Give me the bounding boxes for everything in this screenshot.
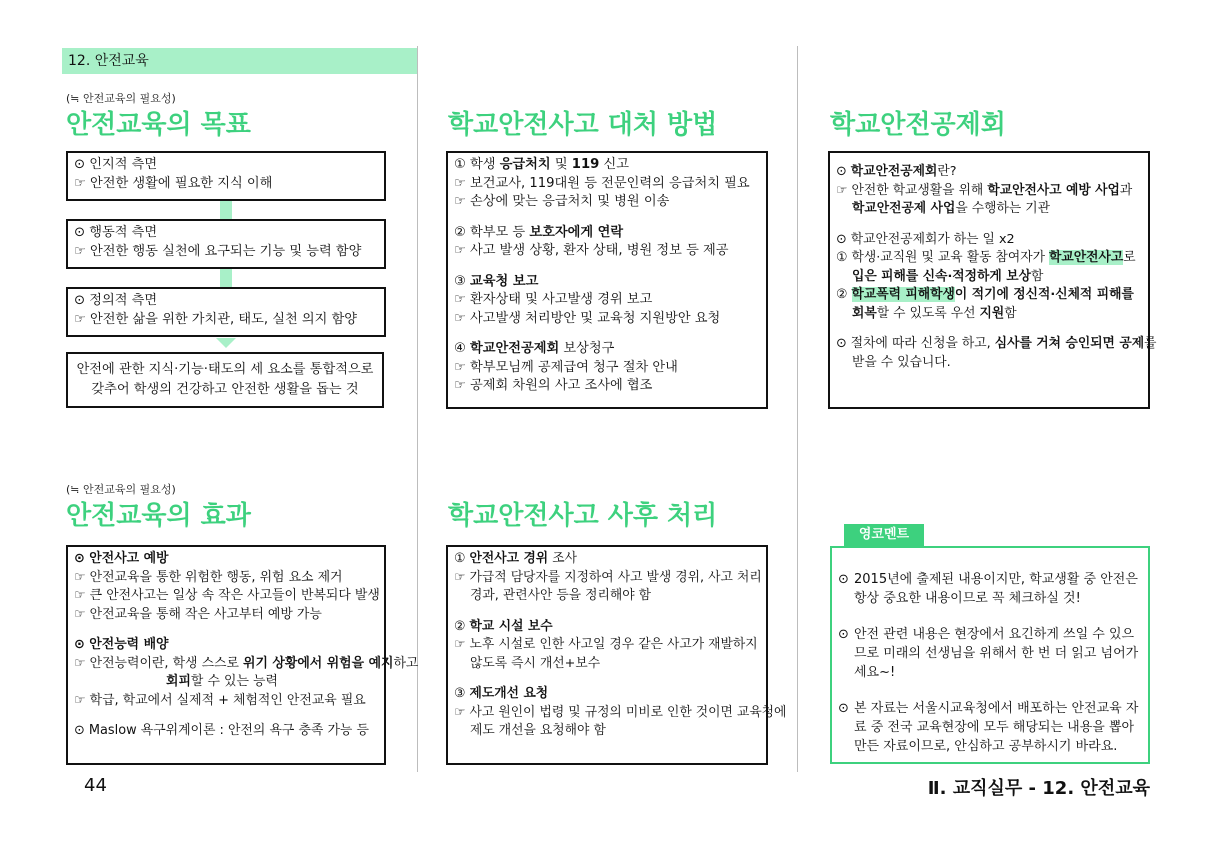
response-detail: ☞ 사고 발생 상황, 환자 상태, 병원 정보 등 제공 (454, 243, 729, 258)
effect-p1-line: ☞ 큰 안전사고는 일상 속 작은 사고들이 반복되다 발생 (74, 588, 380, 603)
after-detail: ☞ 노후 시설로 인한 사고일 경우 같은 사고가 재발하지 (454, 637, 758, 652)
mutual-procedure: 받을 수 있습니다. (852, 354, 951, 370)
flow-arrow-icon (216, 338, 236, 348)
response-detail: ☞ 보건교사, 119대원 등 전문인력의 응급처치 필요 (454, 175, 750, 191)
comment-item (838, 625, 1142, 682)
bullet-icon: ⊙ (838, 627, 849, 642)
cognitive-box (66, 151, 386, 201)
comment-tag: 영코멘트 (844, 524, 924, 546)
effect-p3: ⊙ Maslow 욕구위계이론 : 안전의 욕구 충족 가능 등 (74, 723, 369, 738)
bullet-icon: ⊙ (838, 572, 849, 587)
response-step-3: ③ 교육청 보고 (454, 273, 539, 289)
flow-connector (220, 201, 232, 220)
section-title: 학교안전공제회 (830, 110, 1006, 140)
mutual-detail: ☞ 안전한 학교생활을 위해 학교안전사고 예방 사업과 (836, 182, 1133, 198)
effect-p2-line: ☞ 안전능력이란, 학생 스스로 위기 상황에서 위험을 예지하고 (74, 655, 419, 671)
summary-line: 갖추어 학생의 건강하고 안전한 생활을 돕는 것 (91, 382, 359, 397)
column-divider (797, 46, 798, 772)
behavioral-desc: ☞ 안전한 행동 실천에 요구되는 기능 및 능력 함양 (74, 243, 362, 259)
response-box (446, 151, 768, 409)
cognitive-desc: ☞ 안전한 생활에 필요한 지식 이해 (74, 175, 273, 191)
response-detail: ☞ 손상에 맞는 응급처치 및 병원 이송 (454, 194, 670, 209)
effect-p1-line: ☞ 안전교육을 통해 작은 사고부터 예방 가능 (74, 606, 322, 622)
mutual-work-2: 회복할 수 있도록 우선 지원함 (852, 305, 1017, 321)
footer-title: Ⅱ. 교직실무 - 12. 안전교육 (927, 778, 1150, 799)
after-step-1: ① 안전사고 경위 조사 (454, 551, 577, 566)
mutual-detail: 학교안전공제 사업을 수행하는 기관 (852, 201, 1051, 216)
section-note: (≒ 안전교육의 필요성) (66, 92, 176, 105)
comment-text: 안전 관련 내용은 현장에서 요긴하게 쓰일 수 있으므로 미래의 선생님을 위해서 한 번 더 읽고 넘어가세요~! (854, 627, 1139, 680)
response-detail: ☞ 공제회 차원의 사고 조사에 협조 (454, 378, 653, 393)
response-step-2: ② 학부모 등 보호자에게 연락 (454, 224, 624, 240)
mutual-procedure: ⊙ 절차에 따라 신청을 하고, 심사를 거쳐 승인되면 공제를 (836, 336, 1157, 351)
effect-p1-line: ☞ 안전교육을 통한 위험한 행동, 위험 요소 제거 (74, 569, 343, 585)
comment-box (830, 546, 1150, 764)
comment-item (838, 699, 1142, 756)
response-detail: ☞ 환자상태 및 사고발생 경위 보고 (454, 292, 653, 307)
after-step-2: ② 학교 시설 보수 (454, 618, 553, 634)
section-note: (≒ 안전교육의 필요성) (66, 483, 176, 496)
affective-desc: ☞ 안전한 삶을 위한 가치관, 태도, 실천 의지 함양 (74, 311, 358, 327)
effect-p2-head: ⊙ 안전능력 배양 (74, 637, 169, 652)
effect-p2-line: ☞ 학급, 학교에서 실제적 + 체험적인 안전교육 필요 (74, 692, 366, 708)
section-title: 학교안전사고 대처 방법 (448, 110, 718, 140)
page-number: 44 (84, 775, 107, 796)
mutual-work-head: ⊙ 학교안전공제회가 하는 일 x2 (836, 231, 1015, 247)
response-step-1: ① 학생 응급처치 및 119 신고 (454, 157, 629, 172)
after-box (446, 545, 787, 765)
mutual-work-2: ② 학교폭력 피해학생이 적기에 정신적·신체적 피해를 (836, 287, 1134, 302)
mutual-work-1: ① 학생·교직원 및 교육 활동 참여자가 학교안전사고로 (836, 250, 1136, 265)
response-detail: ☞ 사고발생 처리방안 및 교육청 지원방안 요청 (454, 310, 721, 326)
effect-p2-line: 회피할 수 있는 능력 (166, 674, 278, 689)
behavioral-head: ⊙ 행동적 측면 (74, 225, 158, 240)
section-title: 안전교육의 목표 (66, 110, 251, 140)
affective-head: ⊙ 정의적 측면 (74, 293, 158, 308)
affective-box (66, 287, 386, 337)
after-step-3: ③ 제도개선 요청 (454, 686, 549, 701)
goal-summary (66, 352, 384, 408)
comment-text: 본 자료는 서울시교육청에서 배포하는 안전교육 자료 중 전국 교육현장에 모두 해당되는 내용을 뽑아 만든 자료이므로, 안심하고 공부하시기 바라요. (854, 701, 1139, 754)
mutual-box (828, 151, 1157, 409)
section-title: 안전교육의 효과 (66, 501, 251, 531)
flow-connector (220, 269, 232, 288)
after-detail: 제도 개선을 요청해야 함 (470, 723, 606, 738)
effect-p1-head: ⊙ 안전사고 예방 (74, 551, 169, 566)
comment-item (838, 570, 1142, 608)
after-detail: 않도록 즉시 개선+보수 (470, 655, 601, 671)
mutual-work-1: 입은 피해를 신속·적정하게 보상함 (852, 268, 1044, 284)
effect-box (66, 545, 419, 765)
response-detail: ☞ 학부모님께 공제급여 청구 절차 안내 (454, 359, 678, 375)
after-detail: ☞ 사고 원인이 법령 및 규정의 미비로 인한 것이면 교육청에 (454, 704, 787, 720)
cognitive-head: ⊙ 인지적 측면 (74, 157, 158, 172)
response-step-4: ④ 학교안전공제회 보상청구 (454, 341, 615, 356)
comment-text: 2015년에 출제된 내용이지만, 학교생활 중 안전은 항상 중요한 내용이므로 꼭 체크하실 것! (854, 572, 1138, 606)
section-title: 학교안전사고 사후 처리 (448, 501, 718, 531)
summary-line: 안전에 관한 지식·기능·태도의 세 요소를 통합적으로 (76, 362, 374, 377)
mutual-question: ⊙ 학교안전공제회란? (836, 164, 957, 179)
after-detail: ☞ 가급적 담당자를 지정하여 사고 발생 경위, 사고 처리 (454, 569, 762, 585)
after-detail: 경과, 관련사안 등을 정리해야 함 (470, 588, 652, 603)
section-tab: 12. 안전교육 (62, 48, 418, 74)
behavioral-box (66, 219, 386, 269)
bullet-icon: ⊙ (838, 701, 849, 716)
